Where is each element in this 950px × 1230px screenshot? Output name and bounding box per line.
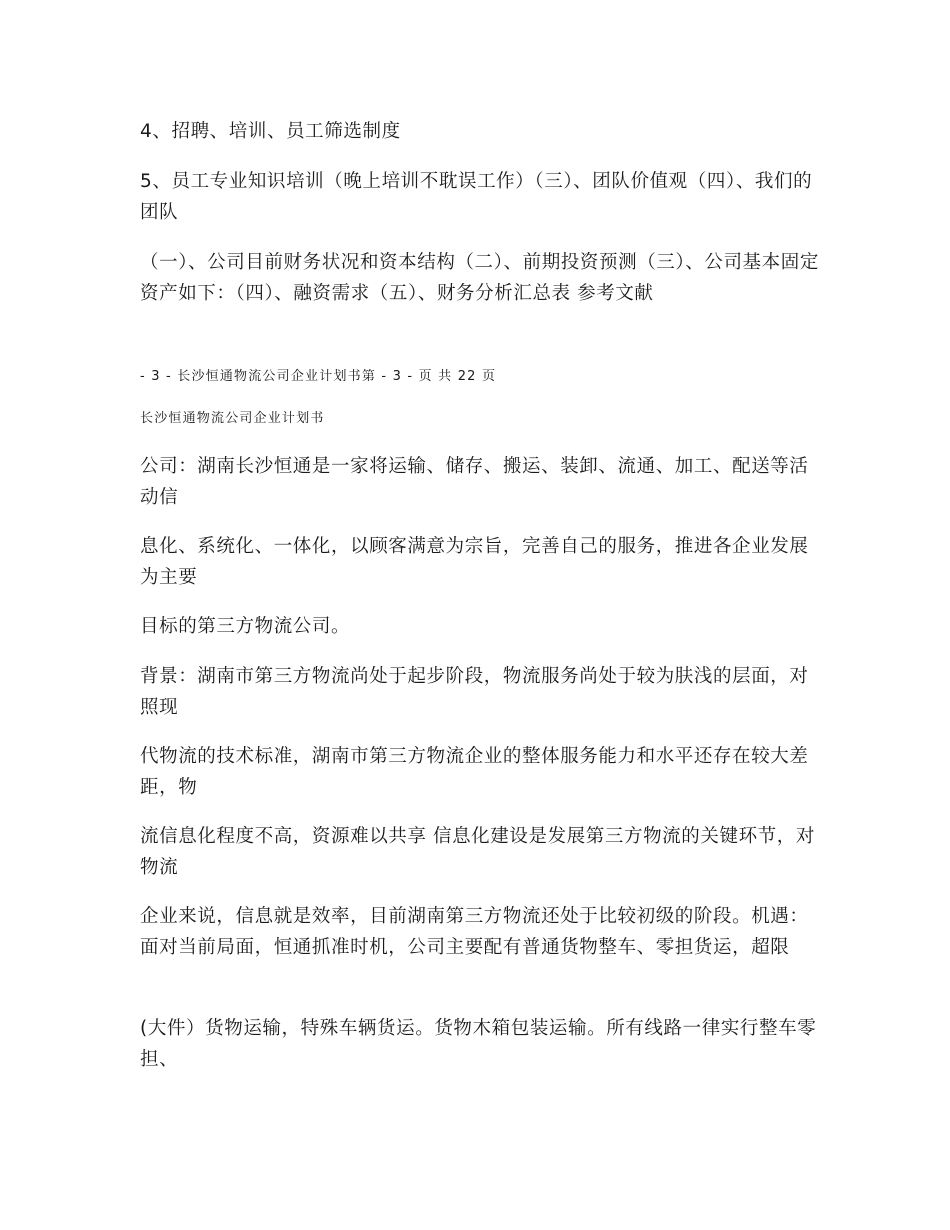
paragraph-background-1: 背景：湖南市第三方物流尚处于起步阶段，物流服务尚处于较为肤浅的层面，对照现 [140,666,809,718]
paragraph-background-2: 代物流的技术标准，湖南市第三方物流企业的整体服务能力和水平还存在较大差距，物 [140,746,809,798]
paragraph-recruitment: 4、招聘、培训、员工筛选制度 [140,121,401,142]
paragraph-background-3: 流信息化程度不高，资源难以共享 信息化建设是发展第三方物流的关键环节，对物流 [140,826,815,878]
paragraph-opportunity: 企业来说，信息就是效率，目前湖南第三方物流还处于比较初级的阶段。机遇：面对当前局面，恒通抓准时机，公司主要配有普通货物整车、零担货运，超限 [140,906,809,958]
paragraph-finance-toc: （一）、公司目前财务状况和资本结构（二）、前期投资预测（三）、公司基本固定资产如下：（四）、融资需求（五）、财务分析汇总表 参考文献 [140,252,819,304]
page-footer: - 3 - 长沙恒通物流公司企业计划书第 - 3 - 页 共 22 页 [140,369,497,384]
page-header: 长沙恒通物流公司企业计划书 [140,411,325,426]
paragraph-training-team: 5、员工专业知识培训（晚上培训不耽误工作）（三）、团队价值观（四）、我们的团队 [140,171,813,223]
paragraph-company-goal: 目标的第三方物流公司。 [140,616,351,637]
paragraph-company-mission: 息化、系统化、一体化，以顾客满意为宗旨，完善自己的服务，推进各企业发展为主要 [140,536,809,588]
paragraph-services: (大件）货物运输，特殊车辆货运。货物木箱包装运输。所有线路一律实行整车零担、 [140,1018,817,1070]
paragraph-company-intro: 公司：湖南长沙恒通是一家将运输、储存、搬运、装卸、流通、加工、配送等活动信 [140,456,809,508]
